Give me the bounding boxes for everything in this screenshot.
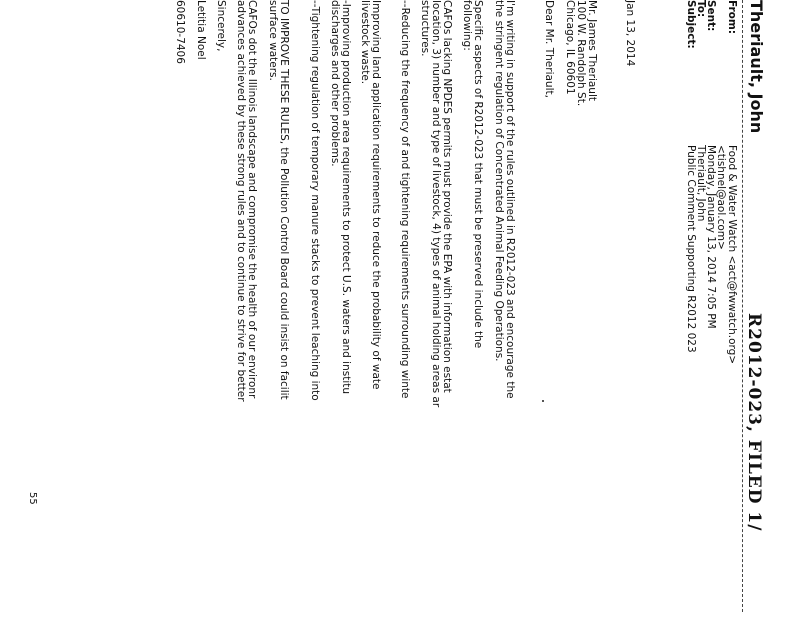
address-line-1: Mr. James Theriault [586,0,598,102]
body-line: TO IMPROVE THESE RULES, the Pollution Control Board could insist on facilit [278,0,290,400]
body-line: following: [461,0,473,51]
signature-zip: 60610-7406 [174,0,186,64]
body-line: advances achieved by these strong rules and to continue to strive for better [235,0,247,402]
body-line: surface waters. [267,0,279,81]
to-label: To: [695,0,707,18]
page-number: 55 [27,492,38,505]
body-line: CAFOs dot the Illinois landscape and compromise the health of our environr [246,0,258,399]
subject-value: Public Comment Supporting R2012 023 [685,145,697,353]
header-divider [742,0,743,612]
signature-name: Letitia Noel [195,0,207,60]
filing-stamp: R2012-023, FILED 1/ [744,313,764,532]
salutation: Dear Mr. Theriault, [543,0,555,98]
sent-label: Sent: [705,0,717,32]
from-value: Food & Water Watch <act@fwwatch.org> [726,145,738,365]
sent-value: Monday, January 13, 2014 7:05 PM [705,145,717,329]
body-line: --Tightening regulation of temporary manure stacks to prevent leaching into [309,0,321,401]
body-line: CAFOs lacking NPDES permits must provide the EPA with information estat [441,0,453,393]
body-line: --Reducing the frequency of and tightening requirements surrounding winte [399,0,411,399]
subject-label: Subject: [685,0,697,49]
body-line: Improving land application requirements to reduce the probability of wate [370,0,382,390]
body-line: structures. [419,0,431,57]
address-line-3: Chicago, IL 60601 [564,0,576,95]
body-line: I'm writing in support of the rules outlined in R2012-023 and encourage the [504,0,516,399]
body-line: Specific aspects of R2012-023 that must be preserved include the [472,0,484,349]
from-label: From: [726,0,738,35]
address-line-2: 100 W. Randolph St. [575,0,587,107]
scan-speck [542,400,544,402]
body-line: location, 3) number and type of livestock, 4) types of animal holding areas ar [430,0,442,408]
body-line: livestock waste. [359,0,371,85]
sender-name: Theriault, John [747,0,766,134]
body-line: discharges and other problems. [329,0,341,167]
body-line: the stringent regulation of Concentrated Animal Feeding Operations. [493,0,505,362]
closing: Sincerely, [215,0,227,52]
from-value-email: <tishnel@aol.com> [715,145,727,250]
letter-date: Jan 13, 2014 [624,0,636,67]
body-line: -Improving production area requirements to protect U.S. waters and institu [340,0,352,395]
to-value: Theriault, John [695,145,707,222]
